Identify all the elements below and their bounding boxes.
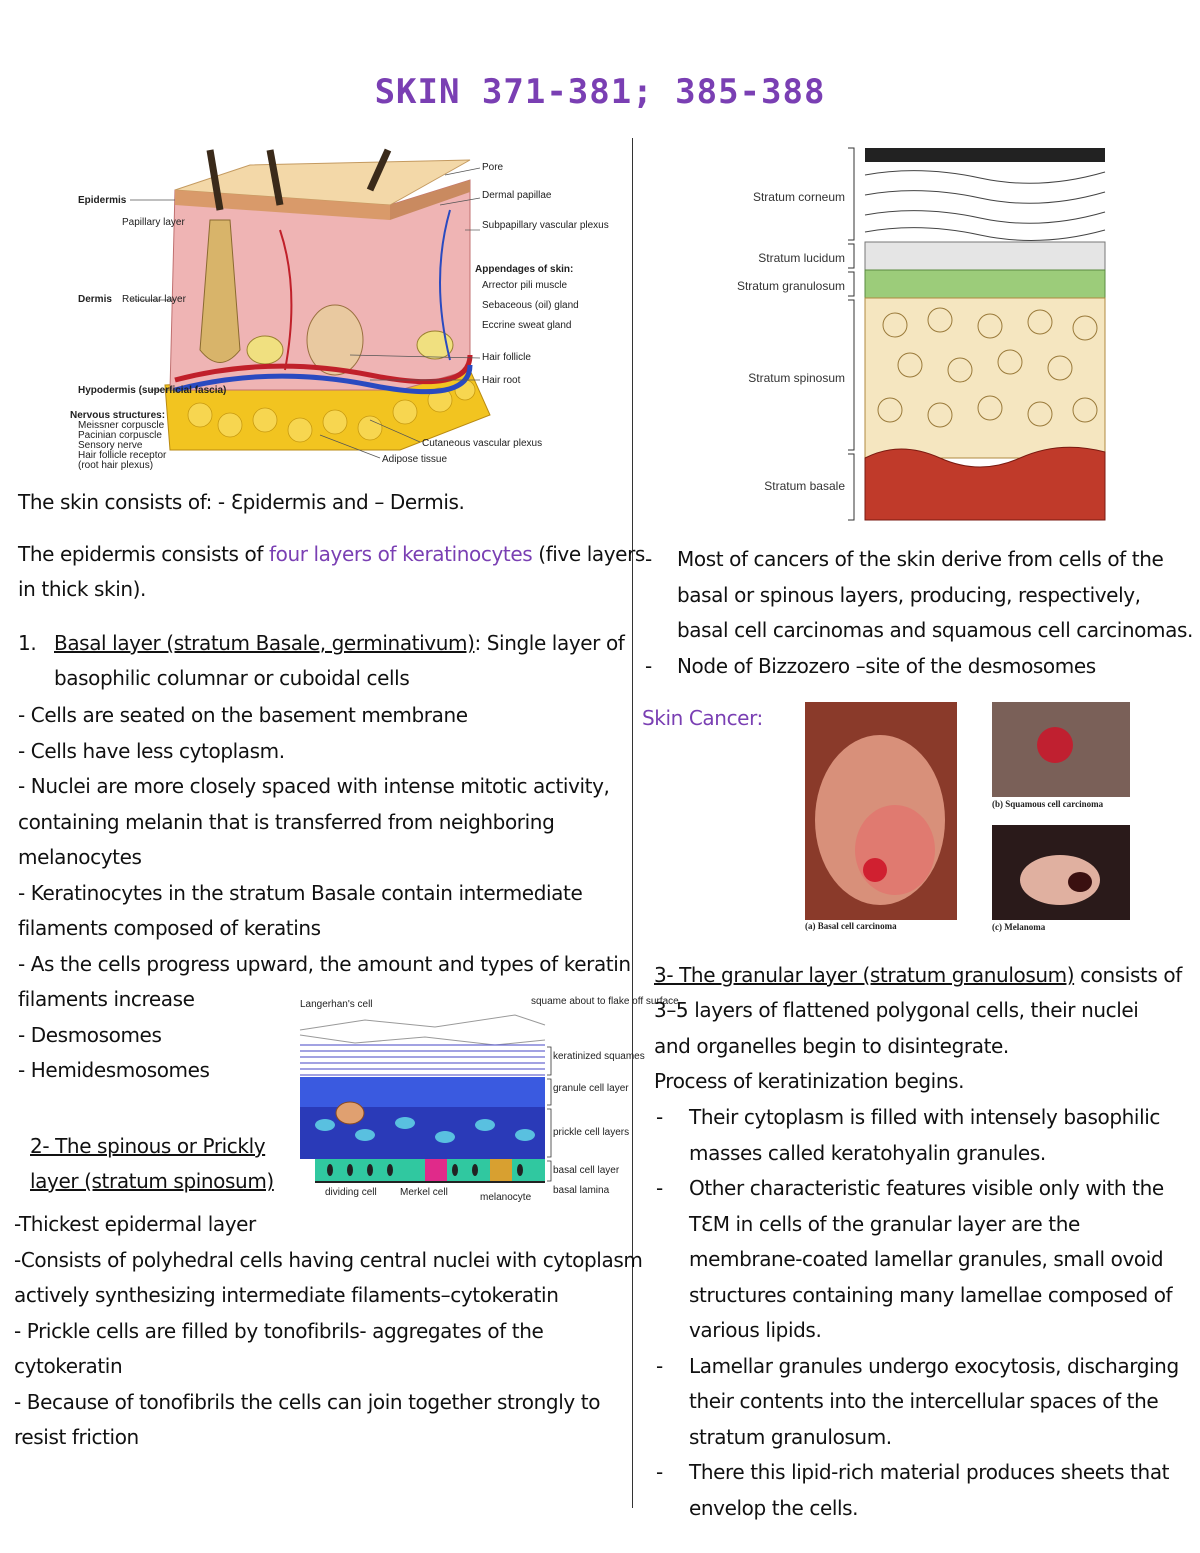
label-root-plexus: (root hair plexus) (78, 460, 154, 471)
bullet-dash: - (656, 1176, 663, 1200)
basal-heading-line: Basal layer (stratum Basale, germinativum): Single layer of (54, 631, 625, 655)
bullet-dash: - (656, 1460, 663, 1484)
granular-line: 3–5 layers of flattened polygonal cells, their nuclei (654, 998, 1139, 1022)
basal-line2: basophilic columnar or cuboidal cells (54, 666, 410, 690)
label-basal-layer: basal cell layer (553, 1165, 620, 1176)
label-stratum-basale: Stratum basale (764, 479, 845, 493)
label-hair-receptor: Hair follicle receptor (78, 450, 167, 461)
spinous-point-line: cytokeratin (14, 1354, 123, 1378)
basal-point-line: - Cells have less cytoplasm. (18, 738, 285, 763)
cancer-point-line: Node of Bizzozero –site of the desmosomes (677, 653, 1096, 678)
granular-point-line: stratum granulosum. (689, 1424, 892, 1449)
label-keratinized: keratinized squames (553, 1051, 645, 1062)
spinous-point-line: resist friction (14, 1425, 139, 1449)
label-reticular: Reticular layer (122, 294, 186, 305)
label-eccrine: Eccrine sweat gland (482, 320, 572, 331)
granular-point-line: masses called keratohyalin granules. (689, 1140, 1046, 1165)
epidermal-layers-figure (295, 995, 679, 1210)
skin-consists-text: The skin consists of: - Ɛpidermis and – Dermis. (18, 490, 465, 514)
label-meissner: Meissner corpuscle (78, 420, 165, 431)
basal-point-line: containing melanin that is transferred from neighboring (18, 809, 555, 834)
granular-point-line: various lipids. (689, 1318, 822, 1342)
label-hypodermis: Hypodermis (superficial fascia) (78, 385, 227, 396)
bullet-dash: - (656, 1105, 663, 1129)
granular-point-line: structures containing many lamellae composed of (689, 1282, 1173, 1307)
label-merkel-cell: Merkel cell (400, 1187, 448, 1198)
granular-line: and organelles begin to disintegrate. (654, 1033, 1009, 1058)
label-stratum-spinosum: Stratum spinosum (748, 371, 845, 385)
basal-point-line: - Desmosomes (18, 1022, 162, 1047)
bullet-dash: - (656, 1353, 663, 1378)
label-stratum-lucidum: Stratum lucidum (758, 251, 845, 265)
label-subpapillary: Subpapillary vascular plexus (482, 220, 609, 231)
label-appendages: Appendages of skin: (475, 264, 574, 275)
basal-point-line: - Hemidesmosomes (18, 1058, 210, 1082)
page-title: SKIN 371-381; 385-388 (374, 72, 826, 112)
basal-number: 1. (18, 631, 37, 655)
label-sensory: Sensory nerve (78, 440, 143, 451)
spinous-point-line: actively synthesizing intermediate filaments–cytokeratin (14, 1283, 559, 1307)
label-dermal-papillae: Dermal papillae (482, 190, 552, 201)
label-pore: Pore (482, 162, 504, 173)
skin-cancer-photos (800, 700, 1135, 935)
label-squame: squame about to flake off surface (531, 996, 679, 1007)
label-langerhans: Langerhan's cell (300, 999, 373, 1010)
granular-point-line: Lamellar granules undergo exocytosis, discharging (689, 1353, 1179, 1378)
granular-point-line: TƐM in cells of the granular layer are the (689, 1211, 1080, 1236)
label-basal-lamina: basal lamina (553, 1185, 610, 1196)
cancer-point-line: basal or spinous layers, producing, respectively, (677, 582, 1141, 607)
skin-structure-figure (70, 150, 609, 475)
basal-point-line: - As the cells progress upward, the amount and types of keratin (18, 951, 631, 976)
label-stratum-granulosum: Stratum granulosum (736, 279, 845, 293)
spinous-point-line: -Consists of polyhedral cells having central nuclei with cytoplasm (14, 1247, 643, 1272)
column-divider (632, 138, 633, 1508)
granular-line: Process of keratinization begins. (654, 1069, 965, 1093)
label-epidermis: Epidermis (78, 195, 127, 206)
label-dividing-cell: dividing cell (325, 1187, 377, 1198)
cancer-point-line: Most of cancers of the skin derive from cells of the (677, 547, 1164, 571)
basal-point-line: - Cells are seated on the basement membrane (18, 703, 468, 727)
granular-point-line: Other characteristic features visible only with the (689, 1176, 1164, 1200)
granular-point-line: There this lipid-rich material produces sheets that (689, 1460, 1170, 1484)
skin-cancer-label: Skin Cancer: (642, 706, 763, 730)
basal-point-line: filaments composed of keratins (18, 916, 321, 940)
label-adipose: Adipose tissue (382, 454, 448, 465)
bullet-dash: - (645, 547, 652, 571)
label-melanocyte: melanocyte (480, 1192, 532, 1203)
granular-heading-line: 3- The granular layer (stratum granulosum) consists of (654, 963, 1182, 987)
label-sebaceous: Sebaceous (oil) gland (482, 300, 579, 311)
cancer-point-line: basal cell carcinomas and squamous cell carcinomas. (677, 618, 1193, 642)
label-nervous: Nervous structures: (70, 410, 166, 421)
granular-point-line: their contents into the intercellular spaces of the (689, 1389, 1159, 1413)
granular-point-line: membrane-coated lamellar granules, small ovoid (689, 1247, 1164, 1271)
spinous-heading-line2: layer (stratum spinosum) (30, 1169, 274, 1193)
spinous-point-line: -Thickest epidermal layer (14, 1212, 256, 1236)
label-dermis: Dermis (78, 294, 112, 305)
spinous-heading-line1: 2- The spinous or Prickly (30, 1134, 266, 1158)
basal-point-line: - Keratinocytes in the stratum Basale contain intermediate (18, 880, 583, 905)
epidermis-intro-line2: in thick skin). (18, 577, 146, 601)
epidermis-intro-line1: The epidermis consists of four layers of keratinocytes (five layers (18, 542, 645, 566)
spinous-point-line: - Because of tonofibrils the cells can join together strongly to (14, 1389, 601, 1414)
label-prickle-layers: prickle cell layers (553, 1127, 630, 1138)
label-hair-root: Hair root (482, 375, 521, 386)
basal-point-line: filaments increase (18, 987, 195, 1011)
granular-point-line: envelop the cells. (689, 1495, 859, 1520)
label-papillary: Papillary layer (122, 217, 185, 228)
label-granule-layer: granule cell layer (553, 1083, 629, 1094)
label-cutaneous: Cutaneous vascular plexus (422, 438, 543, 449)
epidermis-highlight: four layers of keratinocytes (268, 542, 533, 566)
bullet-dash: - (645, 653, 652, 678)
granular-point-line: Their cytoplasm is filled with intensely basophilic (689, 1105, 1160, 1129)
label-arrector: Arrector pili muscle (482, 280, 568, 291)
granular-heading: 3- The granular layer (stratum granulosum) (654, 963, 1075, 987)
epidermis-strata-figure (700, 140, 1120, 530)
basal-heading: Basal layer (stratum Basale, germinativum) (54, 631, 475, 655)
caption-basal-cell: (a) Basal cell carcinoma (805, 921, 897, 931)
label-hair-follicle: Hair follicle (482, 352, 531, 363)
label-stratum-corneum: Stratum corneum (752, 190, 845, 204)
spinous-point-line: - Prickle cells are filled by tonofibrils- aggregates of the (14, 1318, 544, 1343)
caption-squamous-cell: (b) Squamous cell carcinoma (992, 799, 1104, 809)
label-pacinian: Pacinian corpuscle (78, 430, 162, 441)
caption-melanoma: (c) Melanoma (992, 922, 1046, 932)
basal-point-line: melanocytes (18, 845, 142, 869)
basal-point-line: - Nuclei are more closely spaced with intense mitotic activity, (18, 774, 610, 798)
